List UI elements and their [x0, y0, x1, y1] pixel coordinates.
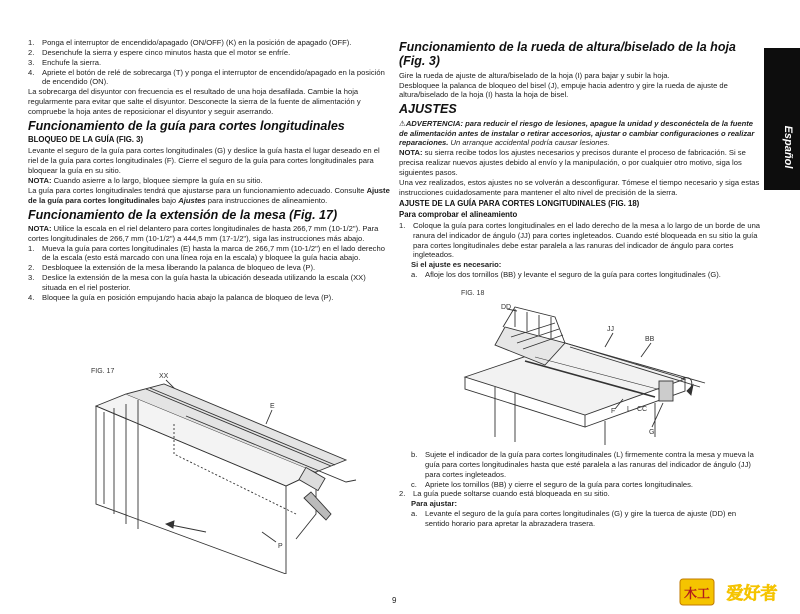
- list-item: a. Levante el seguro de la guía para cortes longitudinales (G) y gire la tuerca de ajuste (DD) en sentido horario para apretar la abrazadera trasera.: [411, 509, 737, 529]
- right-column-lower: [399, 450, 761, 529]
- language-tab-label: Español: [782, 125, 794, 169]
- right-column: [399, 38, 761, 280]
- label-jj: JJ: [607, 326, 614, 333]
- label-bb: BB: [645, 336, 655, 343]
- adjustments-heading: AJUSTES: [399, 102, 457, 117]
- fence-lock-paragraph: Levante el seguro de la guía para cortes longitudinales (G) y deslice la guía hasta el lugar deseado en el riel de la guía para cortes longitudinales (F). Cierre el seguro de la guía para cortes longitudinales para bloquear la guía en su sitio.: [28, 146, 380, 176]
- list-item: 4. Apriete el botón de relé de sobrecarga (T) y ponga el interruptor de encendido/apagado en la posición de encendido (ON).: [28, 67, 385, 87]
- list-item: b. Sujete el indicador de la guía para cortes longitudinales (L) firmemente contra la mesa y mueva la guía para cortes longitudinales hasta que esté paralela a las ranuras del indicador de ángulo (JJ) para cortes ingleteados.: [411, 450, 754, 479]
- list-item: 1. Coloque la guía para cortes longitudinales en el lado derecho de la mesa a lo largo de un borde de una ranura del indicador de ángulo (JJ) para cortes ingleteados. Cuando esté bloqueada en su sitio la guía para cortes longitudinales debe estar paralela a las ranuras del indicador de ángulo para cortes ingleteados.: [399, 220, 761, 260]
- note-paragraph: NOTA: Utilice la escala en el riel delantero para cortes longitudinales de hasta 266,7 mm (10-1/2"). Para cortes longitudinales de 266,7 mm (10-1/2") a 444,5 mm (17-1/2"), siga las instrucciones más abajo.: [28, 223, 379, 243]
- left-column: [28, 38, 390, 303]
- note-paragraph: NOTA: Cuando asierre a lo largo, bloquee siempre la guía en su sitio.: [28, 175, 263, 185]
- adjust-reference-paragraph: La guía para cortes longitudinales tendrá que ajustarse para un funcionamiento adecuado. Consulte Ajuste de la guía para cortes longitudinales bajo Ajustes para instrucciones de alineamiento.: [28, 185, 390, 205]
- label-xx: XX: [159, 373, 169, 380]
- svg-text:爱好者: 爱好者: [726, 584, 778, 604]
- warning-icon: ⚠: [399, 118, 406, 128]
- to-adjust-block: [399, 499, 761, 529]
- list-item: 3. Deslice la extensión de la mesa con la guía hasta la ubicación deseada utilizando la escala (XX) situada en el riel posterior.: [28, 273, 366, 293]
- wheel-paragraph-1: Gire la rueda de ajuste de altura/biselado de la hoja (I) para bajar y subir la hoja.: [399, 70, 670, 80]
- if-needed-label: Si el ajuste es necesario:: [411, 260, 502, 270]
- list-item: 3. Enchufe la sierra.: [28, 57, 102, 67]
- note-paragraph: NOTA: su sierra recibe todos los ajustes necesarios y precisos durante el proceso de fabricación. Si se precisa realizar nuevos ajustes debido al envío y la manipulación, o por cualquier otro motivo, siga los siguientes pasos.: [399, 148, 746, 177]
- once-paragraph: Una vez realizados, estos ajustes no se volverán a desconfigurar. Tómese el tiempo necesario y siga estas instrucciones cuidadosamente para mantener el alto nivel de precisión de la sierra.: [399, 177, 760, 197]
- extension-steps: [28, 244, 390, 303]
- label-l: L: [627, 406, 631, 413]
- figure-18-rip-fence-alignment: [455, 287, 715, 447]
- rip-fence-heading: Funcionamiento de la guía para cortes longitudinales: [28, 118, 345, 133]
- list-item: 1. Mueva la guía para cortes longitudinales (E) hasta la marca de 266,7 mm (10-1/2") en el lado derecho de la escala (esto está marcado con una línea roja en la escala) y bloquee la guía hacia abajo.: [28, 243, 385, 263]
- sub-steps-a: [411, 270, 761, 280]
- list-item: 2. Desenchufe la sierra y espere cinco minutos hasta que el motor se enfríe.: [28, 47, 291, 57]
- wheel-paragraph-2: Desbloquee la palanca de bloqueo del bisel (J), empuje hacia adentro y gire la rueda de ajuste de altura/biselado de la hoja (I) hasta la hoja de bisel.: [399, 80, 728, 100]
- watermark-logo: [678, 575, 790, 609]
- label-g: G: [649, 429, 655, 436]
- label-p: P: [278, 543, 283, 550]
- sub-steps-a2: [411, 509, 761, 529]
- list-item: c. Apriete los tornillos (BB) y cierre el seguro de la guía para cortes longitudinales.: [411, 479, 694, 489]
- figure-17-table-extension: [86, 364, 386, 574]
- page-number: 9: [392, 596, 397, 605]
- list-item: 4. Bloquee la guía en posición empujando hacia abajo la palanca de bloqueo de leva (P).: [28, 292, 334, 302]
- to-adjust-label: Para ajustar:: [411, 499, 458, 509]
- sub-steps-bc: [399, 450, 761, 489]
- table-extension-drawing: [96, 380, 356, 574]
- list-item: 2. Desbloquee la extensión de la mesa liberando la palanca de bloqueo de leva (P).: [28, 263, 316, 273]
- label-cc: CC: [637, 406, 648, 413]
- wheel-heading: Funcionamiento de la rueda de altura/biselado de la hoja (Fig. 3): [399, 40, 736, 69]
- figure-caption: FIG. 17: [91, 368, 115, 375]
- circuit-breaker-steps: [28, 38, 390, 87]
- table-saw-drawing: [465, 307, 705, 445]
- list-item: 1. Ponga el interruptor de encendido/apagado (ON/OFF) (K) en la posición de apagado (OFF).: [28, 38, 352, 47]
- alignment-steps-continued: [399, 489, 761, 499]
- warning-paragraph: ⚠ADVERTENCIA: para reducir el riesgo de lesiones, apague la unidad y desconéctela de la fuente de alimentación antes de instalar o retirar accesorios, ajustar o cambiar configuraciones o realizar reparaciones. Un arranque accidental podría causar lesiones.: [399, 118, 755, 148]
- fence-lock-subheading: BLOQUEO DE LA GUÍA (FIG. 3): [28, 135, 144, 145]
- rip-adjust-subheading: AJUSTE DE LA GUÍA PARA CORTES LONGITUDINALES (FIG. 18): [399, 198, 640, 208]
- figure-caption: FIG. 18: [461, 290, 485, 297]
- overload-paragraph: La sobrecarga del disyuntor con frecuencia es el resultado de una hoja desafilada. Cambie la hoja regularmente para evitar que salte el disyuntor. Desconecte la sierra de la fuente de alimentación y compruebe la hoja antes de reposicionar el disyuntor y seguir aserrando.: [28, 87, 361, 117]
- sub-steps-list-bc: [411, 450, 761, 489]
- if-needed-block: [399, 260, 761, 280]
- list-item: 2. La guía puede soltarse cuando está bloqueada en su sitio.: [399, 489, 610, 499]
- svg-text:木工: 木工: [683, 587, 711, 602]
- alignment-steps: [399, 221, 761, 260]
- language-tab: [764, 48, 800, 190]
- check-alignment-subheading: Para comprobar el alineamiento: [399, 209, 518, 219]
- label-dd: DD: [501, 304, 512, 311]
- table-extension-heading: Funcionamiento de la extensión de la mesa (Fig. 17): [28, 207, 338, 222]
- label-e: E: [270, 403, 275, 410]
- label-f: F: [611, 408, 616, 415]
- list-item: a. Afloje los dos tornillos (BB) y levante el seguro de la guía para cortes longitudinales (G).: [411, 270, 721, 280]
